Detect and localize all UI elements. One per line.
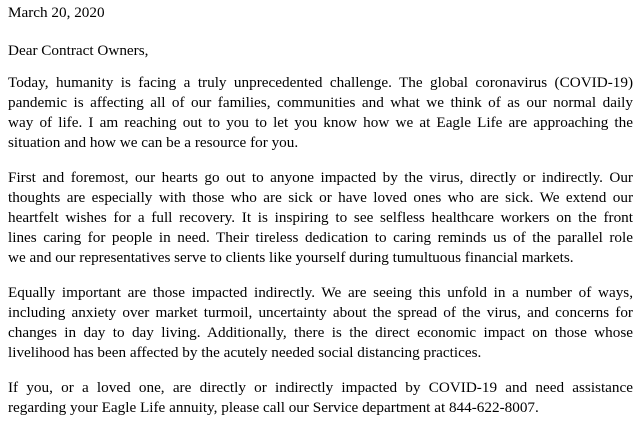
paragraph-intro [8,73,633,153]
paragraph-indirect [8,283,633,363]
paragraph-line: First and foremost, our hearts go out to anyone impacted by the virus, directly or indirectly. Our [8,169,633,186]
paragraph-line: situation and how we can be a resource for you. [8,134,299,151]
paragraph-line: lines caring for people in need. Their tireless dedication to caring reminds us of the parallel role [8,229,633,246]
paragraph-contact [8,378,633,418]
paragraph-line: way of life. I am reaching out to you to let you know how we at Eagle Life are approaching the [8,114,633,131]
paragraph-hearts [8,168,633,268]
paragraph-line: livelihood has been affected by the acutely needed social distancing practices. [8,344,482,361]
paragraph-line: we and our representatives serve to clients like yourself during tumultuous financial markets. [8,249,574,266]
paragraph-line: regarding your Eagle Life annuity, please call our Service department at 844-622-8007. [8,399,539,416]
paragraph-line: thoughts are especially with those who are sick or have loved ones who are sick. We extend our [8,189,633,206]
letter-date: March 20, 2020 [8,4,105,21]
paragraph-line: pandemic is affecting all of our families, communities and what we think of as our normal daily [8,94,633,111]
paragraph-line: Today, humanity is facing a truly unprecedented challenge. The global coronavirus (COVID-19) [8,74,633,91]
paragraph-line: Equally important are those impacted indirectly. We are seeing this unfold in a number of ways, [8,284,633,301]
letter-document [8,3,633,418]
letter-salutation: Dear Contract Owners, [8,42,149,59]
paragraph-line: changes in day to day living. Additionally, there is the direct economic impact on those whose [8,324,633,341]
paragraph-line: including anxiety over market turmoil, uncertainty about the spread of the virus, and concerns for [8,304,633,321]
paragraph-line: If you, or a loved one, are directly or indirectly impacted by COVID-19 and need assistance [8,379,633,396]
paragraph-line: heartfelt wishes for a full recovery. It is inspiring to see selfless healthcare workers on the front [8,209,633,226]
